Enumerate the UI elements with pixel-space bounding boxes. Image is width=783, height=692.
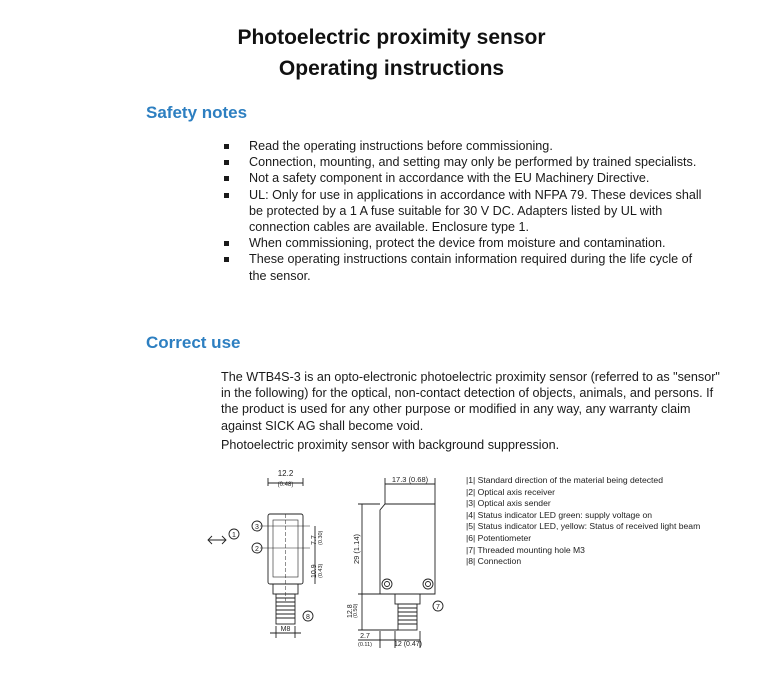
legend-item: |5| Status indicator LED, yellow: Status of received light beam <box>466 521 701 532</box>
dim-10-9: 10.9 <box>311 564 318 578</box>
section-heading-correct-use: Correct use <box>146 333 241 352</box>
legend-item: |8| Connection <box>466 556 522 567</box>
list-item: Not a safety component in accordance with the EU Machinery Directive. <box>222 170 712 186</box>
list-item: When commissioning, protect the device from moisture and contamination. <box>222 235 712 251</box>
correct-use-paragraph: The WTB4S-3 is an opto-electronic photoelectric proximity sensor (referred to as "sensor" in the following) for the optical, non-contact detection of objects, animals, and persons. If the product is used for any other purpose or modified in any way, any warranty claim against SICK AG shall become void. <box>221 370 720 433</box>
callout-2: 2 <box>255 546 259 553</box>
side-view <box>358 478 443 648</box>
front-width-inch-label: (0.48) <box>277 482 294 488</box>
dim-7-7-inch: (0.30) <box>318 530 324 545</box>
section-heading-safety-notes: Safety notes <box>146 103 248 122</box>
dim-7-7: 7.7 <box>311 535 318 545</box>
document-title: Photoelectric proximity sensor <box>237 26 546 49</box>
legend-item: |1| Standard direction of the material being detected <box>466 475 663 485</box>
list-item: These operating instructions contain information required during the life cycle of the sensor. <box>222 251 712 283</box>
list-item: Read the operating instructions before commissioning. <box>222 138 712 154</box>
dim-10-9-inch: (0.43) <box>318 563 324 578</box>
document-subtitle: Operating instructions <box>278 57 505 80</box>
legend-item: |2| Optical axis receiver <box>466 486 556 497</box>
front-width-label: 12.2 <box>277 469 294 478</box>
dim-12-8-inch: (0.50) <box>353 603 359 618</box>
callout-8: 8 <box>306 614 310 621</box>
list-item: UL: Only for use in applications in accordance with NFPA 79. These devices shall be protected by a 1 A fuse suitable for 30 V DC. Adapters listed by UL with connection cables are available. Enclosure type 1. <box>222 187 712 236</box>
side-depth-label: 17.3 (0.68) <box>391 475 429 484</box>
callout-7: 7 <box>436 604 440 611</box>
drawing-legend <box>466 475 700 568</box>
sensor-dimension-drawing <box>200 466 460 656</box>
thread-label: M8 <box>280 626 291 633</box>
legend-item: |4| Status indicator LED green: supply voltage on <box>466 509 652 520</box>
legend-item: |3| Optical axis sender <box>466 498 551 509</box>
callout-1: 1 <box>232 532 236 539</box>
sensor-type-paragraph: Photoelectric proximity sensor with background suppression. <box>221 438 560 452</box>
dim-12-8: 12.8 <box>347 604 354 618</box>
front-view <box>208 478 315 638</box>
dim-2-7-inch: (0.11) <box>358 642 372 648</box>
dim-12: 12 (0.47) <box>393 641 423 648</box>
side-height-label: 29 (1.14) <box>352 533 361 565</box>
safety-notes-list <box>222 138 712 284</box>
dim-2-7: 2.7 <box>360 633 370 640</box>
list-item: Connection, mounting, and setting may only be performed by trained specialists. <box>222 154 712 170</box>
legend-item: |7| Threaded mounting hole M3 <box>466 544 585 555</box>
legend-item: |6| Potentiometer <box>466 532 532 543</box>
callout-3: 3 <box>255 524 259 531</box>
